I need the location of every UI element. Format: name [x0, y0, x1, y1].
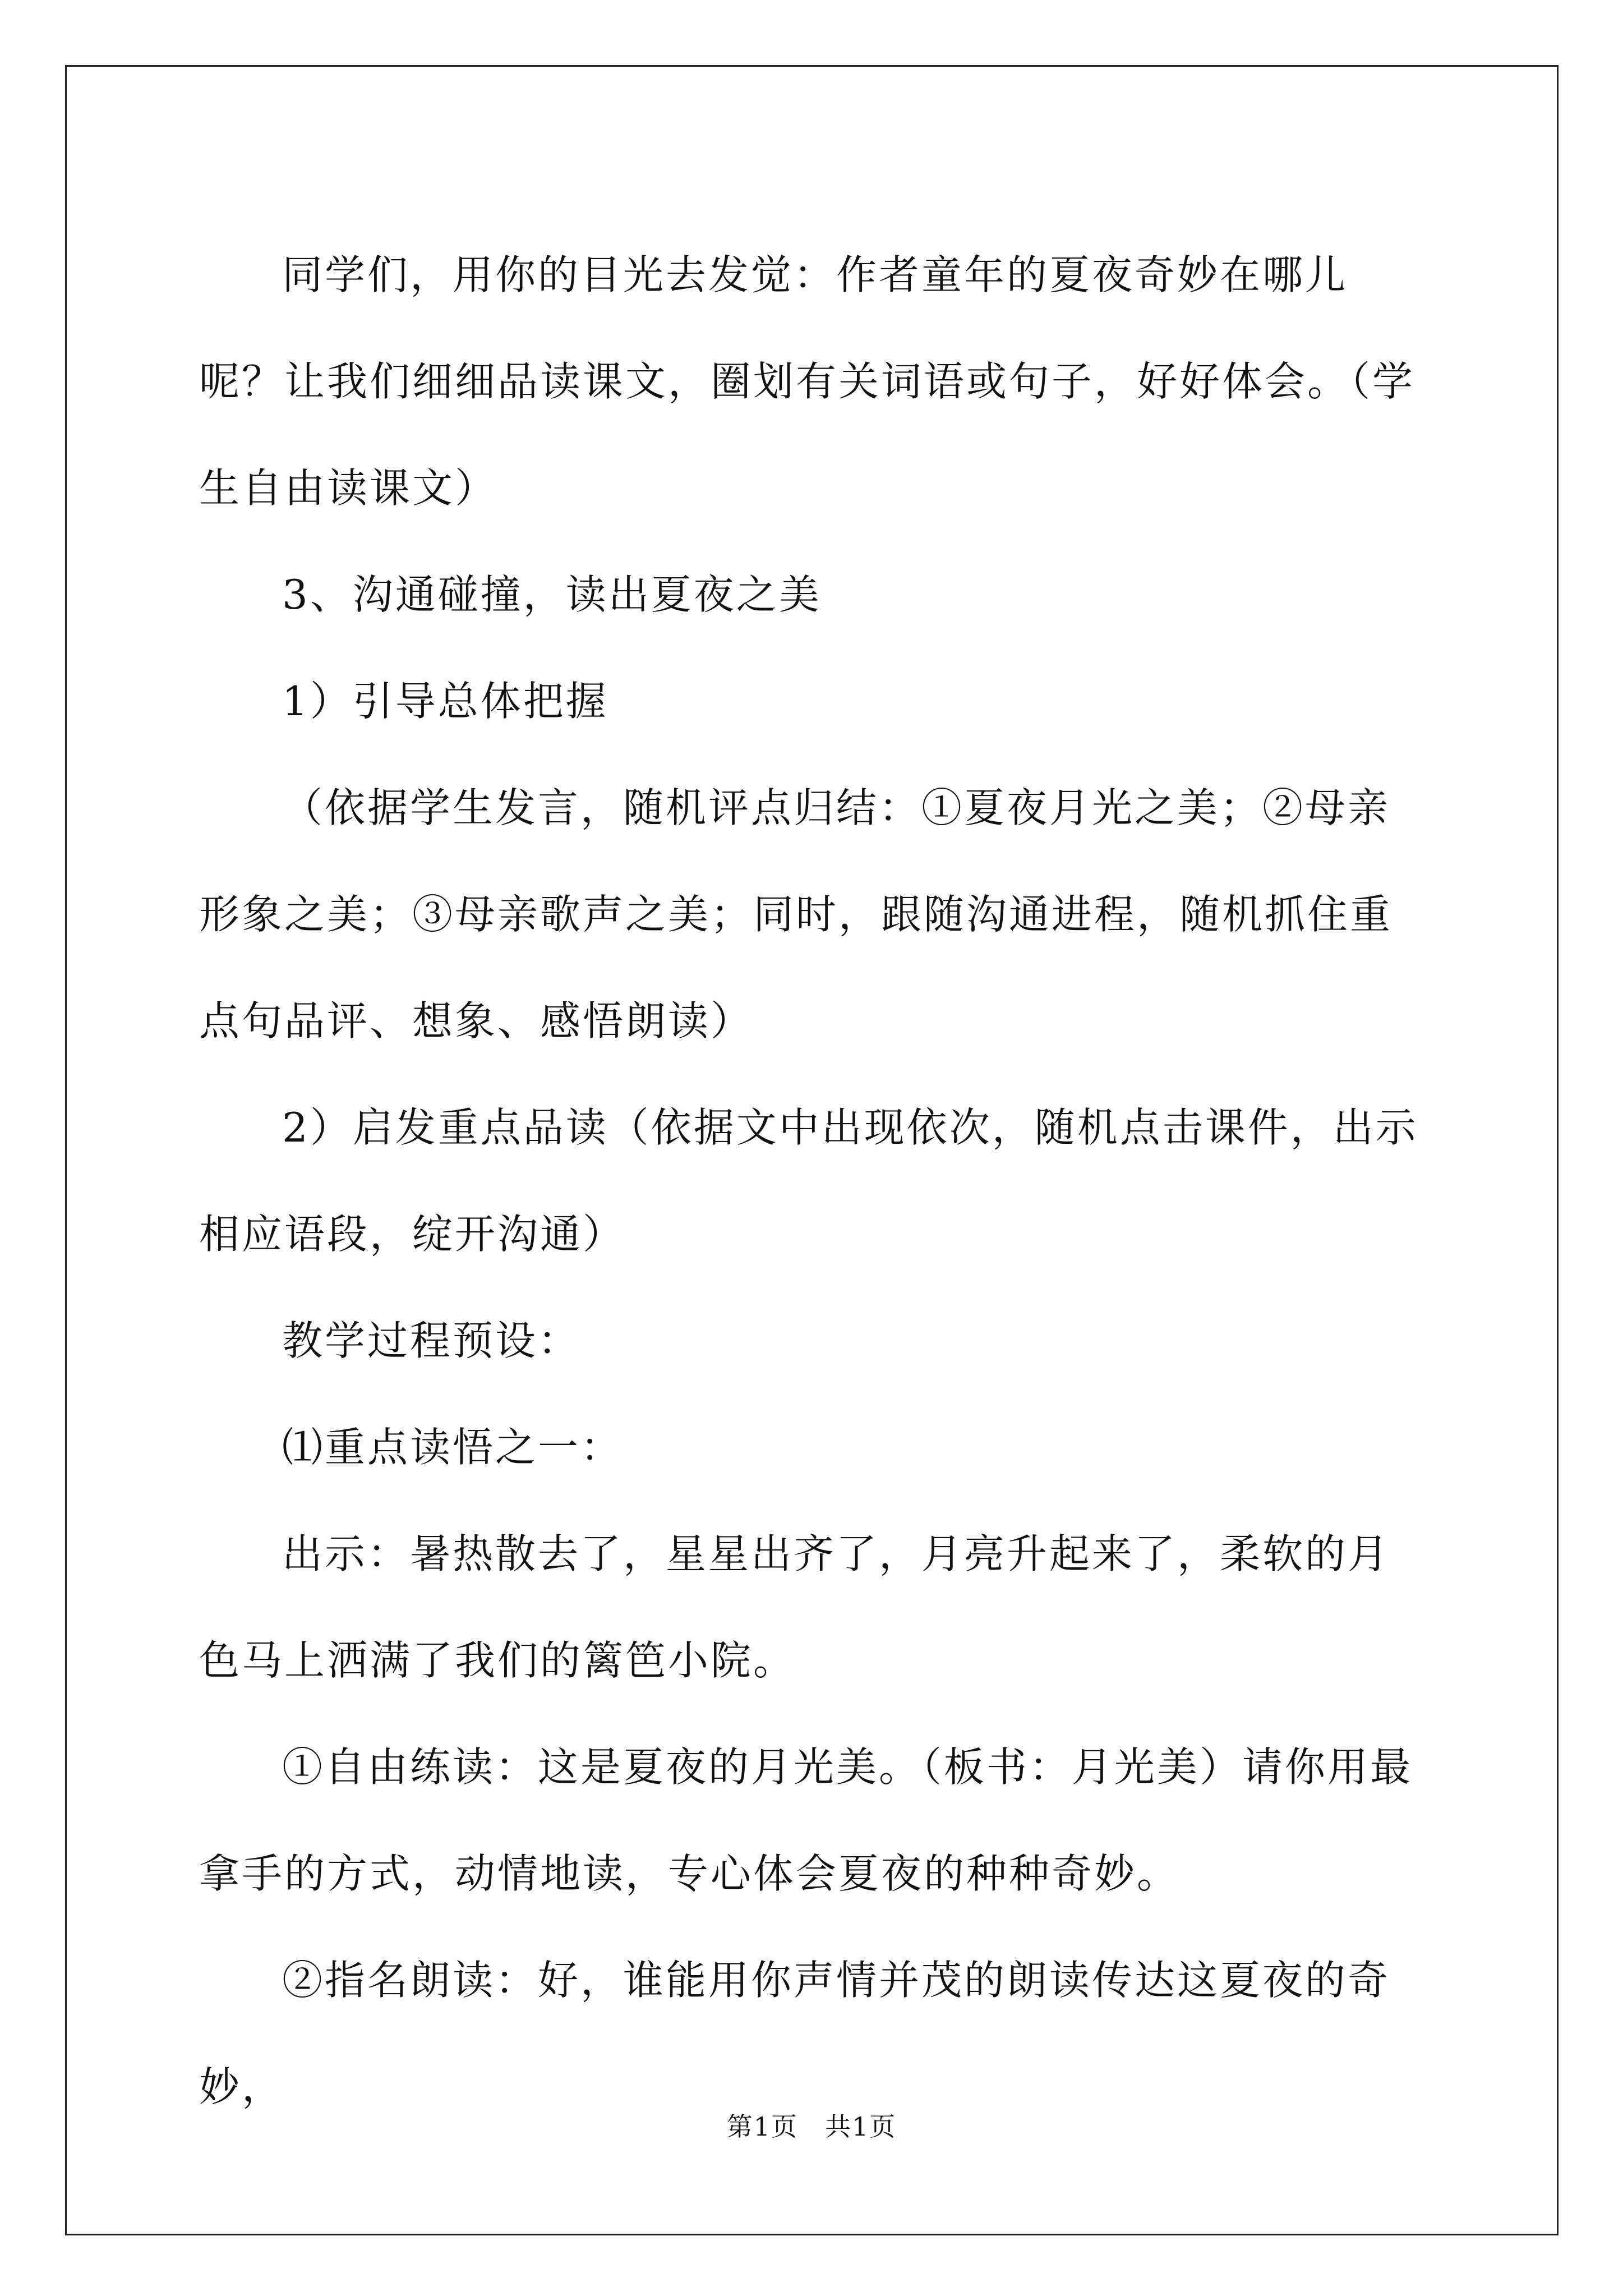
paragraph: （依据学生发言，随机评点归结：①夏夜月光之美；②母亲形象之美；③母亲歌声之美；同时，跟随沟通进程，随机抓住重点句品评、想象、感悟朗读）	[199, 784, 1393, 1045]
document-body	[199, 222, 1427, 2140]
paragraph: 出示：暑热散去了，星星出齐了，月亮升起来了，柔软的月色马上洒满了我们的篱笆小院。	[199, 1530, 1391, 1684]
paragraph: ②指名朗读：好，谁能用你声情并茂的朗读传达这夏夜的奇妙，	[199, 1957, 1391, 2110]
paragraph: 3、沟通碰撞，读出夏夜之美	[282, 571, 822, 618]
page-footer: 第1页 共1页	[726, 2111, 897, 2142]
paragraph: ⑴重点读悟之一：	[282, 1424, 624, 1471]
paragraph: 2）启发重点品读（依据文中出现依次，随机点击课件，出示相应语段，绽开沟通）	[199, 1104, 1418, 1258]
paragraph: 同学们，用你的目光去发觉：作者童年的夏夜奇妙在哪儿呢？让我们细细品读课文，圈划有关词语或句子，好好体会。（学生自由读课文）	[199, 251, 1415, 512]
paragraph: ①自由练读：这是夏夜的月光美。（板书：月光美）请你用最拿手的方式，动情地读，专心体会夏夜的种种奇妙。	[199, 1743, 1413, 1897]
paragraph: 1）引导总体把握	[282, 678, 608, 725]
paragraph: 教学过程预设：	[282, 1317, 581, 1364]
